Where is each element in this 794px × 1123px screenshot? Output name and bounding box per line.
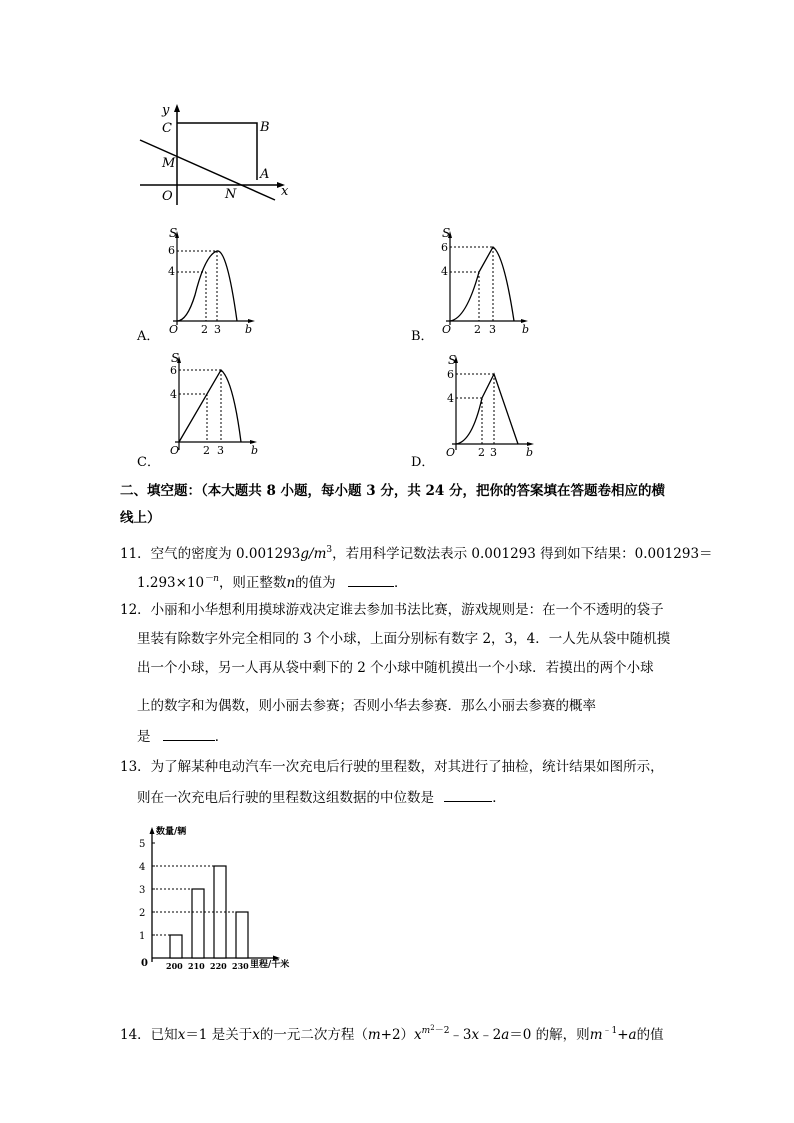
chart-y-tick-1: 1: [139, 931, 146, 942]
option-a-s-label: S: [169, 226, 178, 240]
option-c-tick-6: 6: [170, 364, 177, 377]
chart-y-tick-2: 2: [139, 908, 146, 919]
q12-answer-blank[interactable]: [163, 726, 215, 741]
option-b-tick-6: 6: [441, 241, 448, 254]
q14-m1: m: [367, 1027, 381, 1043]
option-c-tick-4: 4: [170, 388, 177, 401]
option-a-origin: O: [169, 323, 179, 336]
label-y: y: [162, 103, 170, 118]
q11-line1: [120, 540, 713, 564]
option-c-b-label: b: [251, 444, 259, 457]
option-d-s-label: S: [448, 353, 457, 367]
q11-text-end: ．: [393, 575, 408, 591]
option-c-tick-3: 3: [217, 444, 224, 457]
q11-text-d: ，则正整数: [218, 575, 287, 591]
section-title-line2: 线上）: [120, 510, 161, 526]
chart-bar-200: [170, 935, 182, 958]
q11-text-b: ，若用科学记数法表示 0.001293 得到如下结果：0.001293＝: [332, 546, 713, 562]
q14-t5: ﹣3: [449, 1027, 472, 1043]
section-title-line1: 二、填空题：（本大题共 8 小题，每小题 3 分，共 24 分，把你的答案填在答题卷相应的横: [120, 483, 666, 499]
option-d-tick-6: 6: [447, 368, 454, 381]
q11-var-n: n: [286, 575, 296, 591]
q11-text-e: 的值为: [295, 575, 336, 591]
q14-t3: 的一元二次方程（: [259, 1027, 368, 1043]
option-a-label: A．: [137, 329, 160, 344]
q14-x1: x: [177, 1027, 186, 1043]
q14-t1: 14．已知: [120, 1027, 178, 1043]
chart-x-title: 里程/千米: [250, 960, 290, 970]
q12-text-end: ．: [214, 729, 229, 745]
option-d-tick-3: 3: [490, 446, 497, 459]
q13-answer-blank[interactable]: [444, 787, 492, 802]
option-c-tick-2: 2: [203, 444, 210, 457]
q13-line2: [137, 787, 506, 808]
chart-bar-230: [236, 912, 248, 958]
q14-exp1: m2－2: [421, 1024, 450, 1036]
chart-bar-210: [192, 889, 204, 958]
option-c-origin: O: [170, 444, 180, 457]
label-a: A: [260, 167, 270, 182]
q13-text-a: 则在一次充电后行驶的里程数这组数据的中位数是: [137, 790, 434, 806]
q11-text-c: 1.293×10: [137, 575, 205, 591]
q12-line2: 里装有除数字外完全相同的 3 个小球，上面分别标有数字 2，3，4．一人先从袋中随机摸: [137, 631, 671, 647]
chart-y-title: 数量/辆: [156, 827, 187, 837]
q11-line2: [137, 569, 407, 593]
q14-a1: a: [501, 1027, 510, 1043]
q14-x4: x: [471, 1027, 480, 1043]
q13-line1: 13．为了解某种电动汽车一次充电后行驶的里程数，对其进行了抽检，统计结果如图所示，: [120, 759, 664, 775]
option-b-b-label: b: [522, 323, 530, 336]
option-d-label: D．: [411, 455, 435, 470]
option-a-curve: [177, 251, 237, 321]
option-b-label: B．: [411, 329, 434, 344]
label-m: M: [162, 156, 176, 171]
q14-t8: +: [617, 1027, 629, 1043]
q14-t2: ＝1 是关于: [185, 1027, 253, 1043]
chart-x-label-210: 210: [188, 961, 205, 971]
option-a-tick-3: 3: [214, 323, 221, 336]
option-b-graph: [438, 225, 538, 340]
option-b-tick-4: 4: [441, 265, 448, 278]
label-o: O: [162, 189, 173, 204]
q11-text-a: 11．空气的密度为 0.001293: [120, 546, 301, 562]
option-d-tick-4: 4: [447, 392, 454, 405]
q12-line3: 出一个小球，另一人再从袋中剩下的 2 个小球中随机摸出一个小球．若摸出的两个小球: [137, 660, 654, 676]
q14-x3: x: [414, 1027, 422, 1043]
option-d-curve: [456, 374, 518, 444]
q13-text-end: ．: [492, 790, 506, 806]
q14-x2: x: [252, 1027, 260, 1043]
option-b-tick-3: 3: [489, 323, 496, 336]
option-a-b-label: b: [245, 323, 253, 336]
option-d-graph: [438, 350, 538, 465]
line-mn: [140, 140, 275, 200]
mileage-bar-chart: [135, 820, 305, 975]
q14-t9: 的值: [636, 1027, 664, 1043]
q12-line4: 上的数字和为偶数，则小丽去参赛；否则小华去参赛．那么小丽去参赛的概率: [137, 698, 596, 714]
option-b-curve: [450, 247, 514, 321]
chart-x-label-230: 230: [232, 961, 249, 971]
q14-line1: [120, 1018, 664, 1045]
y-axis-arrow: [174, 104, 180, 112]
q12-text-a: 是: [137, 729, 151, 745]
option-b-s-label: S: [442, 226, 451, 240]
rectangle-oabc: [177, 123, 257, 180]
option-c-curve: [179, 370, 241, 442]
option-b-tick-2: 2: [474, 323, 481, 336]
q11-answer-blank[interactable]: [348, 572, 394, 587]
chart-x-label-220: 220: [210, 961, 227, 971]
q12-line5: [137, 726, 228, 747]
q12-line1: 12．小丽和小华想利用摸球游戏决定谁去参加书法比赛，游戏规则是：在一个不透明的袋子: [120, 602, 664, 618]
geometry-figure: [135, 100, 300, 210]
option-a-tick-2: 2: [201, 323, 208, 336]
q11-unit: g/m: [300, 546, 327, 562]
chart-origin: 0: [141, 958, 148, 969]
label-b: B: [260, 120, 270, 135]
chart-y-tick-4: 4: [139, 862, 146, 873]
option-b-origin: O: [442, 323, 452, 336]
option-d-b-label: b: [526, 446, 534, 459]
chart-y-tick-5: 5: [139, 839, 146, 850]
chart-y-tick-3: 3: [139, 885, 146, 896]
option-a-tick-6: 6: [168, 244, 175, 257]
label-x: x: [281, 184, 289, 199]
option-a-graph: [165, 225, 265, 340]
q14-m2: m: [589, 1027, 603, 1043]
option-d-tick-2: 2: [478, 446, 485, 459]
q11-exp: －n: [204, 574, 219, 584]
option-d-origin: O: [446, 446, 456, 459]
option-c-label: C．: [137, 455, 160, 470]
option-c-s-label: S: [171, 351, 180, 365]
q14-t7: ＝0 的解，则: [509, 1027, 590, 1043]
label-c: C: [162, 121, 172, 136]
option-c-graph: [165, 350, 265, 465]
q14-t4: +2）: [380, 1027, 415, 1043]
chart-x-label-200: 200: [166, 961, 183, 971]
chart-y-arrow: [150, 827, 155, 834]
q14-a2: a: [628, 1027, 637, 1043]
label-n: N: [225, 187, 237, 202]
q14-exp2: ﹣1: [602, 1026, 618, 1036]
option-a-tick-4: 4: [168, 265, 175, 278]
q11-unit-sup: 3: [326, 545, 333, 555]
q14-t6: ﹣2: [479, 1027, 502, 1043]
